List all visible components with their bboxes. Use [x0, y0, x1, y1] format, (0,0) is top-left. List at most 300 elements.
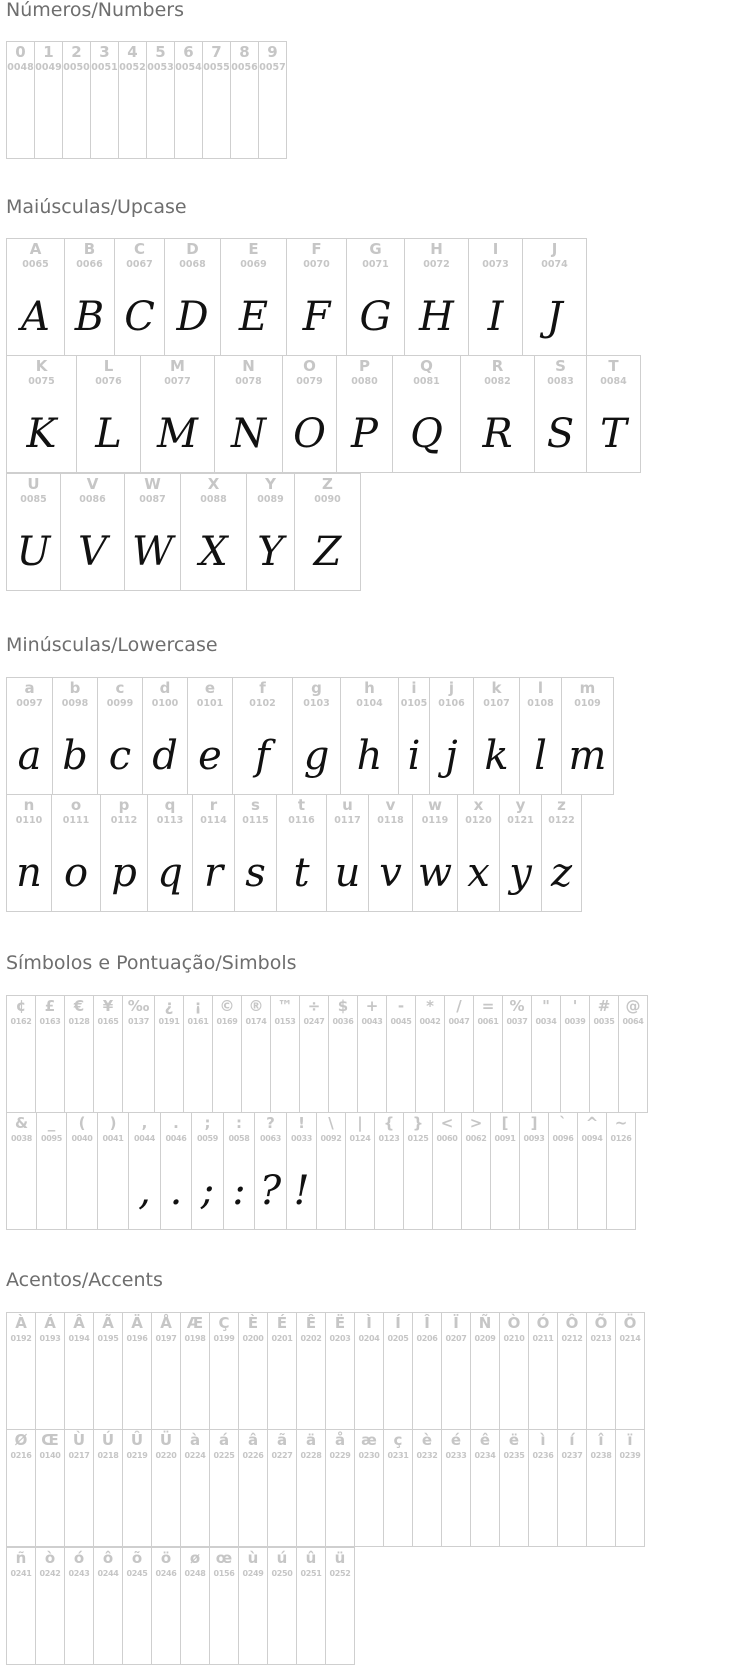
glyph-cell — [383, 1429, 413, 1547]
glyph-cell — [6, 1547, 36, 1665]
glyph-cell — [160, 1112, 192, 1230]
glyph-sample: e — [198, 733, 222, 779]
glyph-char-label: Å — [160, 1314, 172, 1332]
glyph-row — [6, 41, 287, 159]
glyph-char-label: | — [357, 1114, 363, 1132]
glyph-code-label: 0036 — [332, 1017, 354, 1026]
glyph-code-label: 0162 — [10, 1017, 32, 1026]
glyph-sample — [558, 1351, 586, 1430]
glyph-char-label: å — [334, 1431, 346, 1449]
glyph-char-label: = — [481, 997, 495, 1015]
glyph-sample: o — [63, 850, 89, 896]
glyph-code-label: 0040 — [71, 1134, 93, 1143]
glyph-char-label: " — [542, 997, 550, 1015]
glyph-sample — [529, 1468, 557, 1547]
glyph-code-label: 0193 — [39, 1334, 61, 1343]
glyph-char-label: Õ — [594, 1314, 608, 1332]
glyph-char-label: - — [397, 997, 405, 1015]
glyph-char-label: ^ — [585, 1114, 599, 1132]
glyph-sample — [500, 1351, 528, 1430]
glyph-sample: h — [356, 733, 383, 779]
glyph-code-label: 0214 — [619, 1334, 641, 1343]
glyph-sample — [36, 1351, 64, 1430]
glyph-sample — [413, 1351, 441, 1430]
glyph-cell — [499, 1429, 529, 1547]
glyph-sample: T — [600, 411, 627, 457]
glyph-char-label: M — [170, 357, 185, 375]
glyph-cell — [398, 677, 430, 795]
glyph-code-label: 0251 — [300, 1569, 322, 1578]
glyph-code-label: 0088 — [200, 494, 227, 505]
glyph-cell — [286, 1112, 317, 1230]
glyph-sample — [416, 1034, 444, 1113]
glyph-char-label: ! — [298, 1114, 305, 1132]
glyph-code-label: 0050 — [63, 62, 90, 73]
glyph-cell — [267, 1547, 297, 1665]
glyph-char-label: Q — [420, 357, 433, 375]
glyph-cell — [325, 1312, 355, 1430]
glyph-cell — [246, 473, 295, 591]
glyph-sample: A — [21, 294, 50, 340]
glyph-sample: c — [108, 733, 132, 779]
glyph-row — [6, 677, 614, 795]
glyph-char-label: È — [247, 1314, 259, 1332]
glyph-cell — [325, 1547, 355, 1665]
glyph-cell — [586, 355, 641, 473]
glyph-char-label: Ø — [14, 1431, 28, 1449]
glyph-sample: D — [176, 294, 209, 340]
glyph-char-label: < — [440, 1114, 454, 1132]
glyph-cell — [374, 1112, 404, 1230]
glyph-code-label: 0218 — [97, 1451, 119, 1460]
glyph-code-label: 0093 — [523, 1134, 545, 1143]
glyph-cell — [254, 1112, 287, 1230]
glyph-cell — [122, 1547, 152, 1665]
glyph-sample: E — [238, 294, 269, 340]
glyph-sample — [94, 1351, 122, 1430]
glyph-sample — [123, 1586, 151, 1665]
glyph-code-label: 0074 — [541, 259, 568, 270]
glyph-code-label: 0118 — [377, 815, 404, 826]
glyph-cell — [346, 238, 405, 356]
glyph-char-label: ù — [247, 1549, 259, 1567]
glyph-code-label: 0105 — [400, 698, 428, 709]
glyph-sample: M — [157, 411, 198, 457]
glyph-code-label: 0077 — [164, 376, 191, 387]
section-title-upcase: Maiúsculas/Upcase — [6, 196, 187, 218]
glyph-char-label: Á — [44, 1314, 56, 1332]
glyph-sample — [491, 1151, 519, 1230]
glyph-char-label: 6 — [183, 43, 194, 61]
glyph-char-label: L — [103, 357, 114, 375]
glyph-char-label: æ — [361, 1431, 377, 1449]
glyph-sample: U — [16, 529, 51, 575]
glyph-char-label: Û — [130, 1431, 144, 1449]
glyph-char-label: X — [207, 475, 220, 493]
glyph-sample — [587, 1351, 615, 1430]
glyph-code-label: 0048 — [7, 62, 34, 73]
glyph-char-label: ä — [305, 1431, 317, 1449]
glyph-code-label: 0232 — [416, 1451, 438, 1460]
glyph-code-label: 0099 — [106, 698, 134, 709]
glyph-char-label: N — [242, 357, 255, 375]
glyph-cell — [299, 995, 329, 1113]
glyph-char-label: Ò — [507, 1314, 521, 1332]
glyph-code-label: 0174 — [245, 1017, 267, 1026]
glyph-cell — [97, 1112, 129, 1230]
glyph-sample — [355, 1468, 383, 1547]
glyph-cell — [286, 238, 347, 356]
glyph-sample — [462, 1151, 490, 1230]
glyph-cell — [415, 995, 445, 1113]
glyph-sample: k — [484, 733, 509, 779]
glyph-row — [6, 1312, 645, 1430]
glyph-cell — [432, 1112, 462, 1230]
glyph-sample — [36, 1586, 64, 1665]
glyph-code-label: 0106 — [438, 698, 465, 709]
glyph-sample — [268, 1586, 296, 1665]
glyph-char-label: } — [412, 1114, 424, 1132]
glyph-cell — [35, 1312, 65, 1430]
glyph-sample — [619, 1034, 647, 1113]
glyph-char-label: \ — [328, 1114, 334, 1132]
glyph-row — [6, 356, 641, 474]
glyph-cell — [100, 794, 148, 912]
glyph-code-label: 0239 — [619, 1451, 641, 1460]
glyph-char-label: C — [133, 240, 145, 258]
glyph-code-label: 0044 — [133, 1134, 156, 1143]
glyph-cell — [6, 238, 65, 356]
section-title-accents: Acentos/Accents — [6, 1269, 163, 1291]
glyph-char-label: > — [469, 1114, 483, 1132]
glyph-sample — [387, 1034, 415, 1113]
glyph-cell — [180, 1429, 210, 1547]
glyph-char-label: £ — [44, 997, 56, 1015]
glyph-code-label: 0115 — [242, 815, 269, 826]
glyph-cell — [502, 995, 532, 1113]
glyph-code-label: 0084 — [600, 376, 627, 387]
glyph-cell — [354, 1312, 384, 1430]
glyph-sample — [268, 1468, 296, 1547]
glyph-char-label: è — [421, 1431, 433, 1449]
glyph-char-label: 5 — [155, 43, 166, 61]
glyph-sample: F — [302, 294, 331, 340]
glyph-sample — [549, 1151, 577, 1230]
glyph-char-label: ] — [530, 1114, 538, 1132]
glyph-char-label: í — [569, 1431, 575, 1449]
glyph-sample — [471, 1468, 499, 1547]
glyph-code-label: 0067 — [126, 259, 153, 270]
glyph-char-label: b — [69, 679, 81, 697]
glyph-sample: O — [293, 411, 326, 457]
glyph-code-label: 0165 — [97, 1017, 119, 1026]
glyph-cell — [429, 677, 474, 795]
glyph-char-label: Ë — [334, 1314, 346, 1332]
glyph-sample: Y — [257, 529, 284, 575]
glyph-code-label: 0194 — [68, 1334, 90, 1343]
glyph-char-label: Â — [73, 1314, 85, 1332]
glyph-code-label: 0034 — [535, 1017, 557, 1026]
glyph-code-label: 0083 — [547, 376, 574, 387]
glyph-cell — [606, 1112, 636, 1230]
glyph-char-label: n — [23, 796, 35, 814]
glyph-code-label: 0153 — [274, 1017, 296, 1026]
glyph-char-label: ¡ — [194, 997, 202, 1015]
glyph-cell — [238, 1429, 268, 1547]
glyph-cell — [528, 1429, 558, 1547]
glyph-sample: i — [407, 733, 421, 779]
glyph-sample — [355, 1351, 383, 1430]
glyph-cell — [6, 41, 35, 159]
glyph-sample — [326, 1468, 354, 1547]
glyph-code-label: 0206 — [416, 1334, 438, 1343]
glyph-cell — [6, 1429, 36, 1547]
glyph-grid-upcase — [6, 238, 641, 592]
glyph-char-label: á — [218, 1431, 230, 1449]
glyph-char-label: 7 — [211, 43, 222, 61]
glyph-sample: L — [95, 411, 122, 457]
glyph-char-label: R — [491, 357, 504, 375]
glyph-cell — [560, 995, 590, 1113]
glyph-char-label: * — [426, 997, 434, 1015]
glyph-code-label: 0120 — [465, 815, 492, 826]
glyph-code-label: 0096 — [552, 1134, 574, 1143]
glyph-code-label: 0233 — [445, 1451, 467, 1460]
glyph-cell — [6, 473, 61, 591]
glyph-char-label: j — [448, 679, 455, 697]
glyph-sample: J — [546, 294, 563, 340]
glyph-grid-lowercase — [6, 677, 614, 913]
glyph-cell — [147, 794, 193, 912]
glyph-sample — [123, 1468, 151, 1547]
glyph-sample — [300, 1034, 328, 1113]
glyph-cell — [234, 794, 277, 912]
glyph-cell — [151, 1312, 181, 1430]
glyph-code-label: 0087 — [139, 494, 166, 505]
glyph-code-label: 0212 — [561, 1334, 583, 1343]
glyph-code-label: 0114 — [200, 815, 227, 826]
glyph-char-label: Ã — [102, 1314, 114, 1332]
glyph-sample: r — [203, 850, 224, 896]
glyph-cell — [6, 1312, 36, 1430]
glyph-sample: Z — [313, 529, 342, 575]
glyph-code-label: 0227 — [271, 1451, 293, 1460]
glyph-cell — [548, 1112, 578, 1230]
glyph-code-label: 0161 — [187, 1017, 209, 1026]
glyph-sample — [123, 1034, 154, 1113]
glyph-char-label: Œ — [41, 1431, 59, 1449]
glyph-code-label: 0080 — [351, 376, 378, 387]
glyph-code-label: 0237 — [561, 1451, 583, 1460]
glyph-sample — [203, 80, 230, 159]
glyph-cell — [557, 1429, 587, 1547]
glyph-cell — [292, 677, 341, 795]
glyph-cell — [328, 995, 358, 1113]
glyph-sample — [147, 80, 174, 159]
glyph-code-label: 0111 — [62, 815, 90, 826]
glyph-cell — [223, 1112, 255, 1230]
glyph-cell — [93, 1429, 123, 1547]
glyph-cell — [64, 238, 115, 356]
glyph-cell — [51, 794, 101, 912]
glyph-cell — [336, 355, 393, 473]
glyph-cell — [457, 794, 500, 912]
glyph-code-label: 0078 — [235, 376, 262, 387]
glyph-code-label: 0125 — [407, 1134, 429, 1143]
glyph-cell — [180, 1547, 210, 1665]
glyph-char-label: e — [204, 679, 216, 697]
glyph-sample: W — [131, 529, 174, 575]
glyph-cell — [296, 1312, 326, 1430]
glyph-char-label: ? — [266, 1114, 275, 1132]
section-title-symbols: Símbolos e Pontuação/Simbols — [6, 952, 297, 974]
glyph-char-label: $ — [337, 997, 349, 1015]
glyph-cell — [64, 1312, 94, 1430]
glyph-cell — [93, 1547, 123, 1665]
glyph-char-label: ¥ — [102, 997, 114, 1015]
glyph-char-label: ‰ — [127, 997, 150, 1015]
glyph-sample — [326, 1351, 354, 1430]
glyph-cell — [522, 238, 587, 356]
glyph-sample: ! — [293, 1168, 310, 1214]
glyph-sample: P — [351, 411, 378, 457]
glyph-char-label: © — [219, 997, 235, 1015]
glyph-cell — [220, 238, 287, 356]
glyph-char-label: _ — [47, 1114, 56, 1132]
glyph-sample — [210, 1586, 238, 1665]
glyph-cell — [241, 995, 271, 1113]
glyph-cell — [561, 677, 614, 795]
glyph-grid-numbers — [6, 41, 287, 159]
glyph-char-label: Î — [424, 1314, 430, 1332]
glyph-char-label: S — [555, 357, 566, 375]
glyph-sample — [532, 1034, 560, 1113]
glyph-char-label: / — [456, 997, 462, 1015]
glyph-char-label: ò — [44, 1549, 56, 1567]
glyph-cell — [444, 995, 474, 1113]
glyph-cell — [403, 1112, 433, 1230]
glyph-sample — [616, 1468, 644, 1547]
glyph-code-label: 0123 — [378, 1134, 400, 1143]
glyph-cell — [412, 794, 458, 912]
glyph-code-label: 0226 — [242, 1451, 264, 1460]
glyph-sample: l — [534, 733, 547, 779]
glyph-cell — [557, 1312, 587, 1430]
glyph-cell — [368, 794, 413, 912]
glyph-char-label: À — [15, 1314, 27, 1332]
glyph-char-label: f — [259, 679, 266, 697]
glyph-code-label: 0249 — [242, 1569, 264, 1578]
glyph-cell — [191, 1112, 224, 1230]
glyph-sample — [181, 1351, 209, 1430]
glyph-code-label: 0117 — [334, 815, 361, 826]
glyph-sample: g — [303, 733, 330, 779]
glyph-sample: t — [293, 850, 310, 896]
glyph-char-label: , — [141, 1114, 148, 1132]
glyph-sample: j — [445, 733, 458, 779]
glyph-cell — [209, 1312, 239, 1430]
glyph-code-label: 0124 — [349, 1134, 371, 1143]
glyph-char-label: ë — [508, 1431, 520, 1449]
glyph-cell — [470, 1429, 500, 1547]
glyph-char-label: { — [383, 1114, 395, 1132]
glyph-sample: d — [152, 733, 178, 779]
glyph-char-label: p — [118, 796, 130, 814]
glyph-code-label: 0043 — [361, 1017, 383, 1026]
glyph-sample: G — [359, 294, 392, 340]
glyph-char-label: õ — [131, 1549, 143, 1567]
glyph-char-label: ô — [102, 1549, 114, 1567]
glyph-sample: R — [482, 411, 513, 457]
glyph-char-label: # — [597, 997, 611, 1015]
glyph-cell — [528, 1312, 558, 1430]
glyph-code-label: 0094 — [581, 1134, 603, 1143]
glyph-cell — [586, 1429, 616, 1547]
glyph-row — [6, 238, 641, 356]
glyph-code-label: 0060 — [436, 1134, 458, 1143]
glyph-cell — [460, 355, 535, 473]
glyph-sample: v — [379, 850, 402, 896]
glyph-code-label: 0209 — [474, 1334, 496, 1343]
glyph-char-label: & — [14, 1114, 29, 1132]
glyph-cell — [230, 41, 259, 159]
glyph-cell — [6, 1112, 37, 1230]
glyph-sample: . — [169, 1168, 183, 1214]
glyph-code-label: 0169 — [216, 1017, 238, 1026]
glyph-char-label: ü — [334, 1549, 346, 1567]
glyph-cell — [615, 1312, 645, 1430]
glyph-cell — [93, 995, 123, 1113]
glyph-char-label: x — [473, 796, 484, 814]
glyph-code-label: 0191 — [158, 1017, 180, 1026]
glyph-code-label: 0103 — [303, 698, 330, 709]
glyph-sample — [65, 1034, 93, 1113]
glyph-code-label: 0121 — [507, 815, 534, 826]
glyph-char-label: y — [515, 796, 526, 814]
glyph-code-label: 0062 — [465, 1134, 487, 1143]
glyph-code-label: 0097 — [16, 698, 43, 709]
glyph-char-label: Ñ — [478, 1314, 492, 1332]
glyph-sample — [35, 80, 62, 159]
glyph-cell — [140, 355, 215, 473]
glyph-sample — [184, 1034, 212, 1113]
glyph-char-label: s — [251, 796, 260, 814]
glyph-row — [6, 795, 614, 913]
glyph-sample — [210, 1468, 238, 1547]
glyph-char-label: ú — [276, 1549, 288, 1567]
glyph-sample — [317, 1151, 345, 1230]
glyph-cell — [118, 41, 147, 159]
glyph-char-label: ÷ — [307, 997, 321, 1015]
glyph-cell — [6, 995, 36, 1113]
glyph-sample: s — [245, 850, 266, 896]
glyph-char-label: T — [608, 357, 619, 375]
glyph-char-label: Ê — [305, 1314, 317, 1332]
glyph-sample — [590, 1034, 618, 1113]
glyph-char-label: i — [411, 679, 417, 697]
glyph-code-label: 0200 — [242, 1334, 264, 1343]
glyph-code-label: 0204 — [358, 1334, 380, 1343]
glyph-cell — [357, 995, 387, 1113]
glyph-grid-symbols — [6, 995, 648, 1231]
glyph-char-label: Ô — [565, 1314, 579, 1332]
glyph-char-label: : — [236, 1114, 242, 1132]
glyph-cell — [187, 677, 233, 795]
glyph-sample — [384, 1468, 412, 1547]
glyph-cell — [519, 1112, 549, 1230]
glyph-code-label: 0038 — [10, 1134, 33, 1143]
glyph-code-label: 0195 — [97, 1334, 119, 1343]
